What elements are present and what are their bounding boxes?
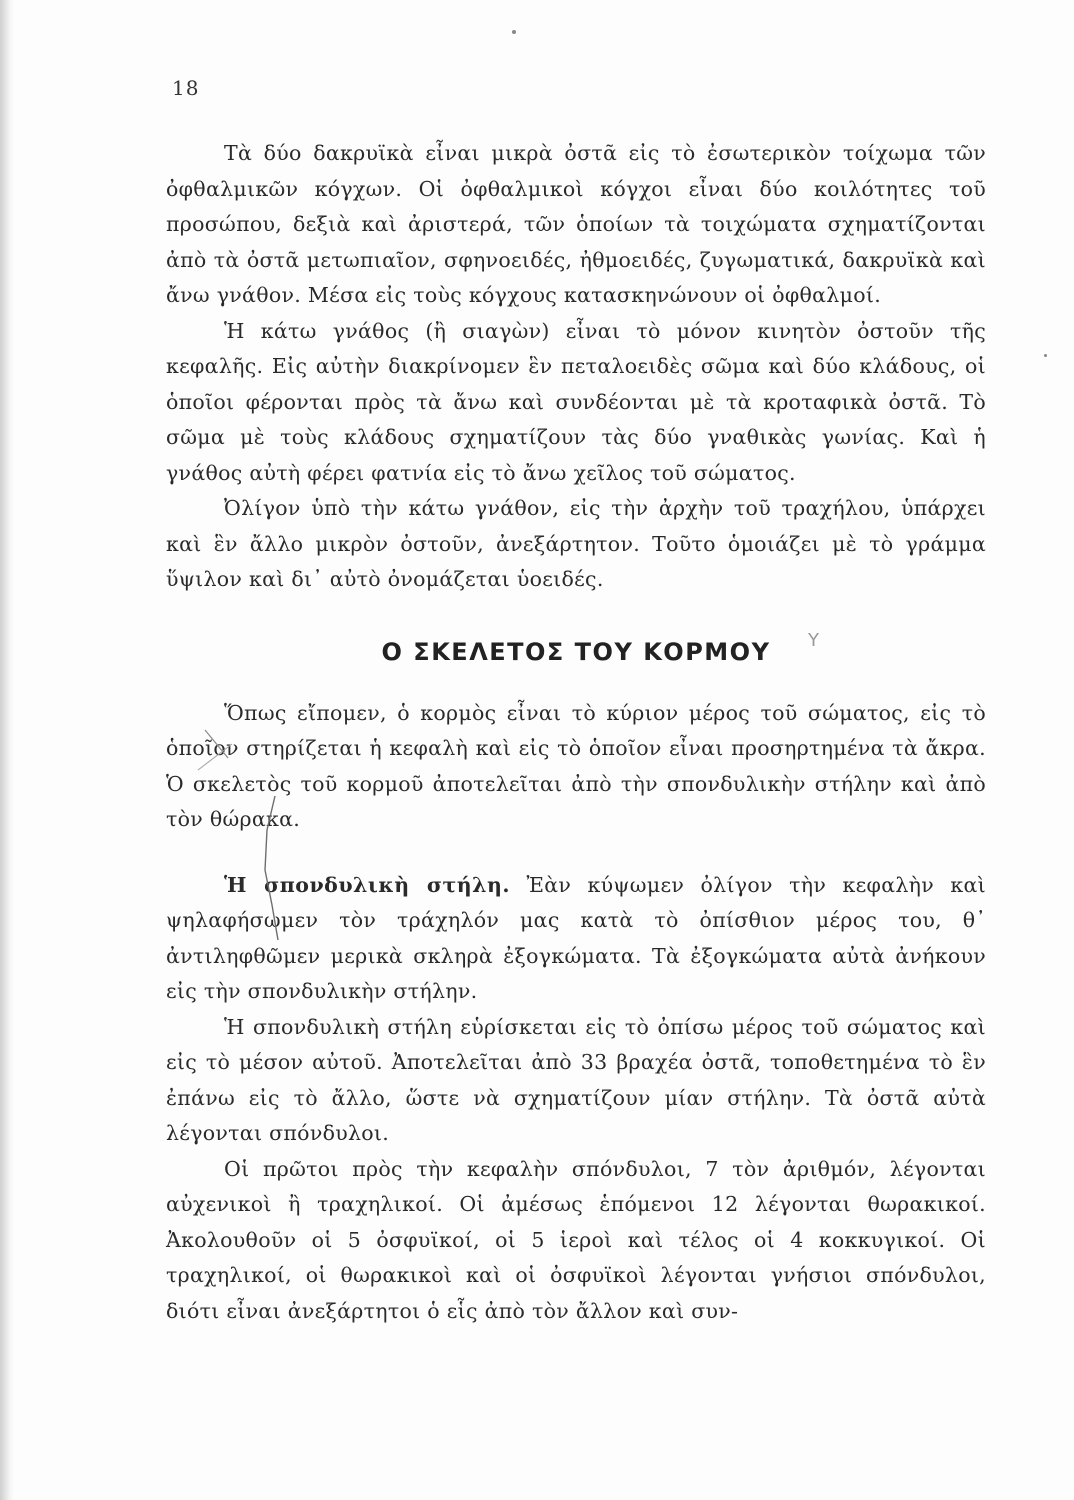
paragraph-hyoid-bone: Ὀλίγον ὑπὸ τὴν κάτω γνάθον, εἰς τὴν ἀρχὴν τοῦ τραχήλου, ὑπάρχει καὶ ἓν ἄλλο μικρὸν ὀστοῦν, ἀνεξάρτητον. Τοῦτο ὁμοιάζει μὲ τὸ γράμμα ὕψιλον καὶ δι᾽ αὐτὸ ὀνομάζεται ὑοειδές. bbox=[166, 496, 986, 591]
spine-paragraph-text: Ἐὰν κύψωμεν ὀλίγον τὴν κεφαλὴν καὶ ψηλαφήσωμεν τὸν τράχηλόν μας κατὰ τὸ ὀπίσθιον μέρος του, θ᾽ ἀντιληφθῶμεν μερικὰ σκληρὰ ἐξογκώματα. Τὰ ἐξογκώματα αὐτὰ ἀνήκουν εἰς τὴν σπονδυλικὴν στήλην. bbox=[166, 872, 986, 1003]
paragraph-spine-location: Ἡ σπονδυλικὴ στήλη εὑρίσκεται εἰς τὸ ὀπίσω μέρος τοῦ σώματος καὶ εἰς τὸ μέσον αὐτοῦ. Ἀποτελεῖται ἀπὸ 33 βραχέα ὀστᾶ, τοποθετημένα τὸ ἓν ἐπάνω εἰς τὸ ἄλλο, ὥστε νὰ σχηματίζουν μίαν στήλην. Τὰ ὀστᾶ αὐτὰ λέγονται σπόνδυλοι. bbox=[166, 1014, 986, 1145]
scan-speck bbox=[512, 30, 516, 34]
paragraph-vertebra-groups: Οἱ πρῶτοι πρὸς τὴν κεφαλὴν σπόνδυλοι, 7 τὸν ἀριθμόν, λέγονται αὐχενικοὶ ἢ τραχηλικοί. Οἱ ἀμέσως ἑπόμενοι 12 λέγονται θωρακικοί. Ἀκολουθοῦν οἱ 5 ὀσφυϊκοί, οἱ 5 ἱεροὶ καὶ τέλος οἱ 4 κοκκυγικοί. Οἱ τραχηλικοί, οἱ θωρακικοὶ καὶ οἱ ὀσφυϊκοὶ λέγονται γνήσιοι σπόνδυλοι, διότι εἶναι ἀνεξάρτητοι ὁ εἷς ἀπὸ τὸν ἄλλον καὶ συν- bbox=[166, 1156, 986, 1323]
paragraph-trunk-intro: Ὅπως εἴπομεν, ὁ κορμὸς εἶναι τὸ κύριον μέρος τοῦ σώματος, εἰς τὸ ὁποῖον στηρίζεται ἡ κεφαλὴ καὶ εἰς τὸ ὁποῖον εἶναι προσηρτημένα τὰ ἄκρα. Ὁ σκελετὸς τοῦ κορμοῦ ἀποτελεῖται ἀπὸ τὴν σπονδυλικὴν στήλην καὶ ἀπὸ τὸν θώρακα. bbox=[166, 700, 986, 831]
scan-speck bbox=[1044, 354, 1047, 357]
page-body bbox=[166, 136, 986, 1329]
paragraph-spine-intro bbox=[166, 868, 986, 1010]
paragraph-lacrimal-bones: Τὰ δύο δακρυϊκὰ εἶναι μικρὰ ὀστᾶ εἰς τὸ ἐσωτερικὸν τοίχωμα τῶν ὀφθαλμικῶν κόγχων. Οἱ ὀφθαλμικοὶ κόγχοι εἶναι δύο κοιλότητες τοῦ προσώπου, δεξιὰ καὶ ἀριστερά, τῶν ὁποίων τὰ τοιχώματα σχηματίζονται ἀπὸ τὰ ὀστᾶ μετωπιαῖον, σφηνοειδές, ἠθμοειδές, ζυγωματικά, δακρυϊκὰ καὶ ἄνω γνάθον. Μέσα εἰς τοὺς κόγχους κατασκηνώνουν οἱ ὀφθαλμοί. bbox=[166, 141, 986, 307]
margin-pencil-mark: Y bbox=[808, 630, 819, 651]
section-heading: Ο ΣΚΕΛΕΤΟΣ ΤΟΥ ΚΟΡΜΟΥ bbox=[381, 637, 771, 666]
paragraph-lower-jaw: Ἡ κάτω γνάθος (ἢ σιαγὼν) εἶναι τὸ μόνον κινητὸν ὀστοῦν τῆς κεφαλῆς. Εἰς αὐτὴν διακρίνομεν ἓν πεταλοειδὲς σῶμα καὶ δύο κλάδους, οἱ ὁποῖοι φέρονται πρὸς τὰ ἄνω καὶ συνδέονται μὲ τὰ κροταφικὰ ὀστᾶ. Τὸ σῶμα μὲ τοὺς κλάδους σχηματίζουν τὰς δύο γναθικὰς γωνίας. Καὶ ἡ γνάθος αὐτὴ φέρει φατνία εἰς τὸ ἄνω χεῖλος τοῦ σώματος. bbox=[166, 318, 986, 485]
page-number: 18 bbox=[172, 76, 200, 100]
page-edge-shadow bbox=[0, 0, 14, 1500]
spine-run-in-heading: Ἡ σπονδυλικὴ στήλη. bbox=[224, 872, 511, 897]
